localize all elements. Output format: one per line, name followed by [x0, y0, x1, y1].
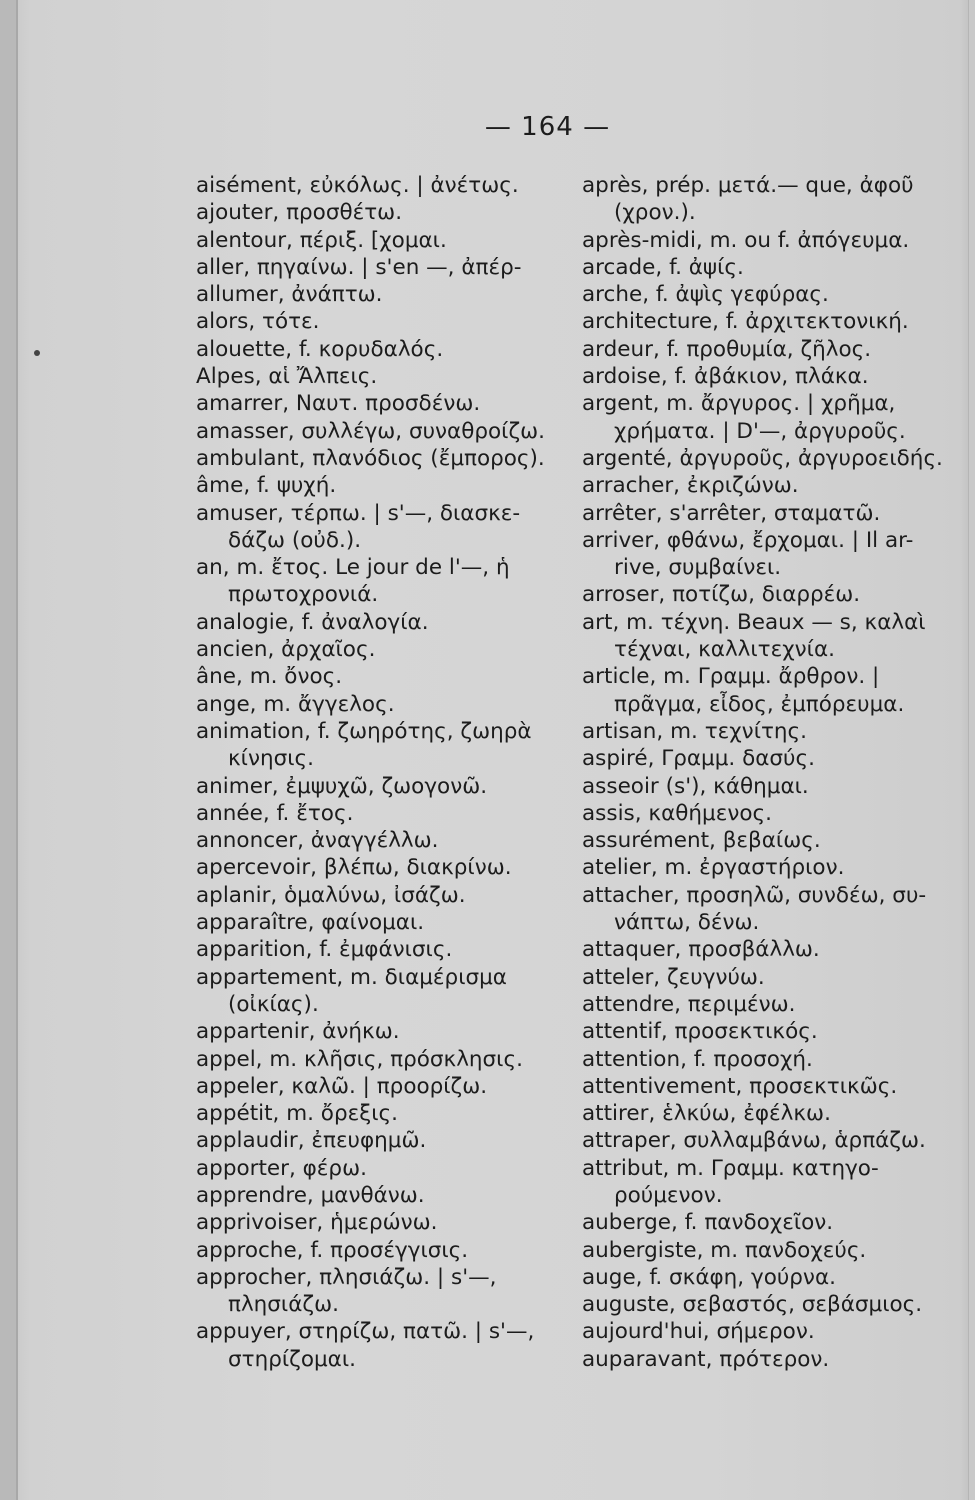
- dictionary-entry: aujourd'hui, σήμερον.: [582, 1319, 815, 1345]
- dictionary-entry: appétit, m. ὄρεξις.: [196, 1101, 398, 1127]
- dictionary-entry: appartement, m. διαμέρισμα: [196, 964, 507, 990]
- entry-continuation: κίνησις.: [228, 746, 314, 772]
- dictionary-entry: attirer, ἑλκύω, ἐφέλκω.: [582, 1101, 831, 1127]
- dictionary-entry: apprivoiser, ἡμερώνω.: [196, 1210, 438, 1236]
- dictionary-entry: animer, ἐμψυχῶ, ζωογονῶ.: [196, 773, 488, 799]
- dictionary-entry: alentour, πέριξ. [χομαι.: [196, 227, 447, 253]
- entry-continuation: δάζω (οὐδ.).: [228, 527, 362, 553]
- dictionary-entry: ajouter, προσθέτω.: [196, 200, 403, 226]
- dictionary-entry: alouette, f. κορυδαλός.: [196, 336, 444, 362]
- entry-continuation: τέχναι, καλλιτεχνία.: [614, 637, 835, 663]
- dictionary-entry: arrêter, s'arrêter, σταματῶ.: [582, 500, 881, 526]
- dictionary-entry: art, m. τέχνη. Beaux — s, καλαὶ: [582, 609, 926, 635]
- dictionary-entry: auparavant, πρότερον.: [582, 1346, 830, 1372]
- dictionary-entry: apprendre, μανθάνω.: [196, 1182, 425, 1208]
- dictionary-entry: appeler, καλῶ. | προορίζω.: [196, 1073, 488, 1099]
- dictionary-entry: auberge, f. πανδοχεῖον.: [582, 1210, 834, 1236]
- entry-continuation: χρήματα. | D'—, ἀργυροῦς.: [614, 418, 906, 444]
- entry-continuation: (οἰκίας).: [228, 991, 319, 1017]
- dictionary-entry: argenté, ἀργυροῦς, ἀργυροειδής.: [582, 445, 943, 471]
- dictionary-entry: ardoise, f. ἀβάκιον, πλάκα.: [582, 364, 869, 390]
- dictionary-entry: arche, f. ἀψὶς γεφύρας.: [582, 282, 829, 308]
- dictionary-entry: aisément, εὐκόλως. | ἀνέτως.: [196, 173, 519, 198]
- page-outer-edge: [968, 0, 975, 1500]
- dictionary-entry: annoncer, ἀναγγέλλω.: [196, 828, 439, 854]
- dictionary-entry: approche, f. προσέγγισις.: [196, 1237, 469, 1263]
- dictionary-entry: après-midi, m. ou f. ἀπόγευμα.: [582, 227, 910, 253]
- dictionary-entry: ancien, ἀρχαῖος.: [196, 637, 376, 663]
- dictionary-entry: Alpes, αἱ Ἄλπεις.: [196, 364, 378, 390]
- dictionary-entry: approcher, πλησιάζω. | s'—,: [196, 1264, 497, 1290]
- dictionary-entry: analogie, f. ἀναλογία.: [196, 609, 429, 635]
- dictionary-entry: aller, πηγαίνω. | s'en —, ἀπέρ-: [196, 254, 522, 280]
- dictionary-entry: appel, m. κλῆσις, πρόσκλησις.: [196, 1046, 523, 1072]
- dictionary-entry: attaquer, προσβάλλω.: [582, 937, 820, 963]
- dictionary-entry: aspiré, Γραμμ. δασύς.: [582, 746, 815, 772]
- dictionary-entry: argent, m. ἄργυρος. | χρῆμα,: [582, 391, 896, 417]
- dictionary-entry: arracher, ἐκριζώνω.: [582, 473, 799, 499]
- dictionary-entry: artisan, m. τεχνίτης.: [582, 718, 807, 744]
- entry-continuation: rive, συμβαίνει.: [614, 555, 782, 581]
- dictionary-entry: après, prép. μετά.— que, ἀφοῦ: [582, 173, 914, 198]
- dictionary-entry: aplanir, ὁμαλύνω, ἰσάζω.: [196, 882, 466, 908]
- entry-continuation: νάπτω, δένω.: [614, 910, 760, 936]
- dictionary-entry: allumer, ἀνάπτω.: [196, 282, 383, 308]
- dictionary-entry: assis, καθήμενος.: [582, 800, 772, 826]
- dictionary-entry: auge, f. σκάφη, γούρνα.: [582, 1264, 836, 1290]
- dictionary-entry: ambulant, πλανόδιος (ἔμπορος).: [196, 445, 545, 471]
- left-column: [196, 172, 566, 1373]
- page-binding-edge: [0, 0, 18, 1500]
- margin-dot: [34, 350, 40, 356]
- dictionary-entry: attribut, m. Γραμμ. κατηγο-: [582, 1155, 879, 1181]
- dictionary-entry: année, f. ἔτος.: [196, 800, 354, 826]
- dictionary-entry: âne, m. ὄνος.: [196, 664, 343, 690]
- dictionary-entry: assurément, βεβαίως.: [582, 828, 821, 854]
- dictionary-entry: attraper, συλλαμβάνω, ἁρπάζω.: [582, 1128, 926, 1154]
- dictionary-entry: animation, f. ζωηρότης, ζωηρὰ: [196, 718, 532, 744]
- dictionary-entry: atelier, m. ἐργαστήριον.: [582, 855, 845, 881]
- dictionary-entry: attentivement, προσεκτικῶς.: [582, 1073, 898, 1099]
- dictionary-entry: amuser, τέρπω. | s'—, διασκε-: [196, 500, 521, 526]
- dictionary-entry: amasser, συλλέγω, συναθροίζω.: [196, 418, 545, 444]
- dictionary-entry: attendre, περιμένω.: [582, 991, 796, 1017]
- dictionary-entry: apparition, f. ἐμφάνισις.: [196, 937, 453, 963]
- dictionary-entry: attacher, προσηλῶ, συνδέω, συ-: [582, 882, 927, 908]
- dictionary-entry: âme, f. ψυχή.: [196, 473, 337, 499]
- dictionary-entry: arcade, f. ἀψίς.: [582, 254, 744, 280]
- dictionary-entry: apparaître, φαίνομαι.: [196, 910, 425, 936]
- dictionary-entry: appartenir, ἀνήκω.: [196, 1019, 400, 1045]
- dictionary-entry: applaudir, ἐπευφημῶ.: [196, 1128, 427, 1154]
- dictionary-entry: attention, f. προσοχή.: [582, 1046, 813, 1072]
- entry-continuation: στηρίζομαι.: [228, 1346, 356, 1372]
- dictionary-entry: auguste, σεβαστός, σεβάσμιος.: [582, 1292, 923, 1318]
- dictionary-entry: article, m. Γραμμ. ἄρθρον. |: [582, 664, 880, 690]
- entry-continuation: (χρον.).: [614, 200, 696, 226]
- dictionary-entry: appuyer, στηρίζω, πατῶ. | s'—,: [196, 1319, 535, 1345]
- dictionary-entry: apercevoir, βλέπω, διακρίνω.: [196, 855, 512, 881]
- entry-continuation: πρᾶγμα, εἶδος, ἐμπόρευμα.: [614, 691, 905, 717]
- dictionary-entry: arriver, φθάνω, ἔρχομαι. | Il ar-: [582, 527, 914, 553]
- dictionary-entry: ange, m. ἄγγελος.: [196, 691, 395, 717]
- entry-continuation: πλησιάζω.: [228, 1292, 339, 1318]
- entry-continuation: πρωτοχρονιά.: [228, 582, 379, 608]
- page-number: — 164 —: [484, 112, 611, 142]
- dictionary-entry: asseoir (s'), κάθημαι.: [582, 773, 809, 799]
- dictionary-entry: an, m. ἔτος. Le jour de l'—, ἡ: [196, 555, 510, 581]
- dictionary-entry: attentif, προσεκτικός.: [582, 1019, 818, 1045]
- dictionary-entry: alors, τότε.: [196, 309, 320, 335]
- dictionary-entry: apporter, φέρω.: [196, 1155, 367, 1181]
- dictionary-entry: amarrer, Ναυτ. προσδένω.: [196, 391, 481, 417]
- dictionary-entry: aubergiste, m. πανδοχεύς.: [582, 1237, 867, 1263]
- dictionary-entry: atteler, ζευγνύω.: [582, 964, 765, 990]
- dictionary-entry: ardeur, f. προθυμία, ζῆλος.: [582, 336, 872, 362]
- right-column: [582, 172, 962, 1373]
- entry-continuation: ρούμενον.: [614, 1182, 723, 1208]
- dictionary-entry: arroser, ποτίζω, διαρρέω.: [582, 582, 861, 608]
- dictionary-entry: architecture, f. ἀρχιτεκτονική.: [582, 309, 909, 335]
